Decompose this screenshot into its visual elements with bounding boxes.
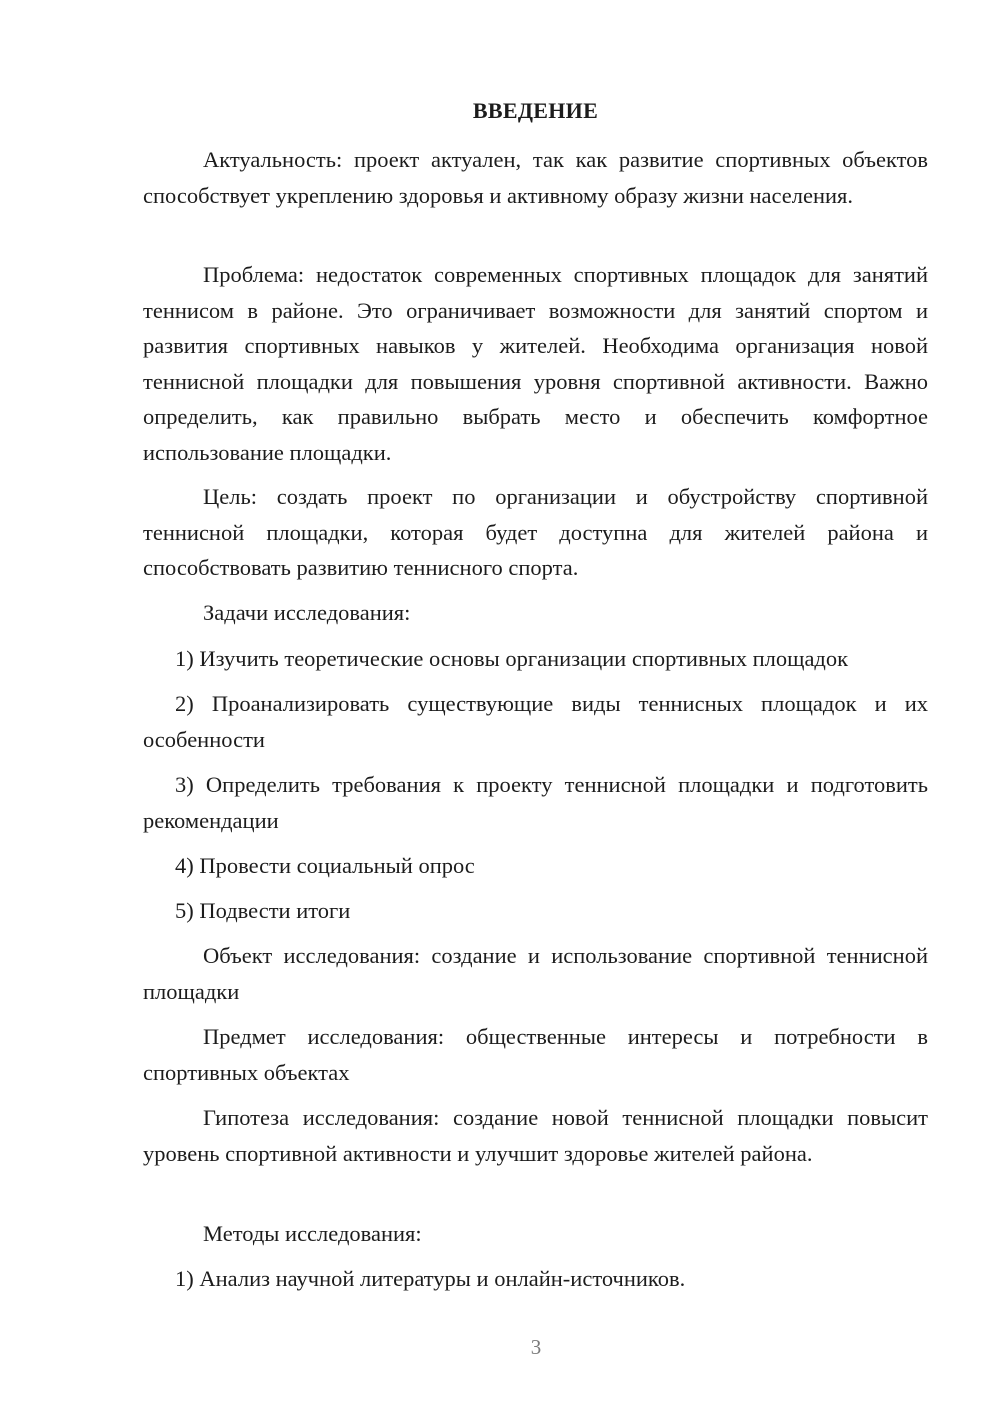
paragraph-goal: Цель: создать проект по организации и обустройству спортивной теннисной площадки, которая будет доступна для жителей района и способствовать развитию теннисного спорта.: [143, 484, 928, 581]
paragraph-relevance: Актуальность: проект актуален, так как развитие спортивных объектов способствует укреплению здоровья и активному образу жизни населения.: [143, 147, 928, 208]
task-item-5: 5) Подвести итоги: [175, 898, 351, 923]
task-item-1: 1) Изучить теоретические основы организации спортивных площадок: [175, 646, 849, 671]
task-item-4: 4) Провести социальный опрос: [175, 853, 475, 878]
task-item-2: 2) Проанализировать существующие виды теннисных площадок и их особенности: [143, 691, 928, 752]
paragraph-hypothesis: Гипотеза исследования: создание новой теннисной площадки повысит уровень спортивной активности и улучшит здоровье жителей района.: [143, 1105, 928, 1166]
task-item-3: 3) Определить требования к проекту теннисной площадки и подготовить рекомендации: [143, 772, 928, 833]
method-item-1: 1) Анализ научной литературы и онлайн-источников.: [175, 1266, 686, 1291]
page-title: ВВЕДЕНИЕ: [472, 98, 599, 123]
page-number: 3: [530, 1335, 542, 1359]
methods-heading: Методы исследования:: [203, 1221, 422, 1246]
paragraph-problem: Проблема: недостаток современных спортивных площадок для занятий теннисом в районе. Это ограничивает возможности для занятий спортом и развития спортивных навыков у жителей. Необходима организация новой теннисной площадки для повышения уровня спортивной активности. Важно определить, как правильно выбрать место и обеспечить комфортное использование площадки.: [143, 262, 928, 465]
paragraph-object: Объект исследования: создание и использование спортивной теннисной площадки: [143, 943, 928, 1004]
tasks-heading: Задачи исследования:: [203, 600, 411, 625]
paragraph-subject: Предмет исследования: общественные интересы и потребности в спортивных объектах: [143, 1024, 928, 1085]
